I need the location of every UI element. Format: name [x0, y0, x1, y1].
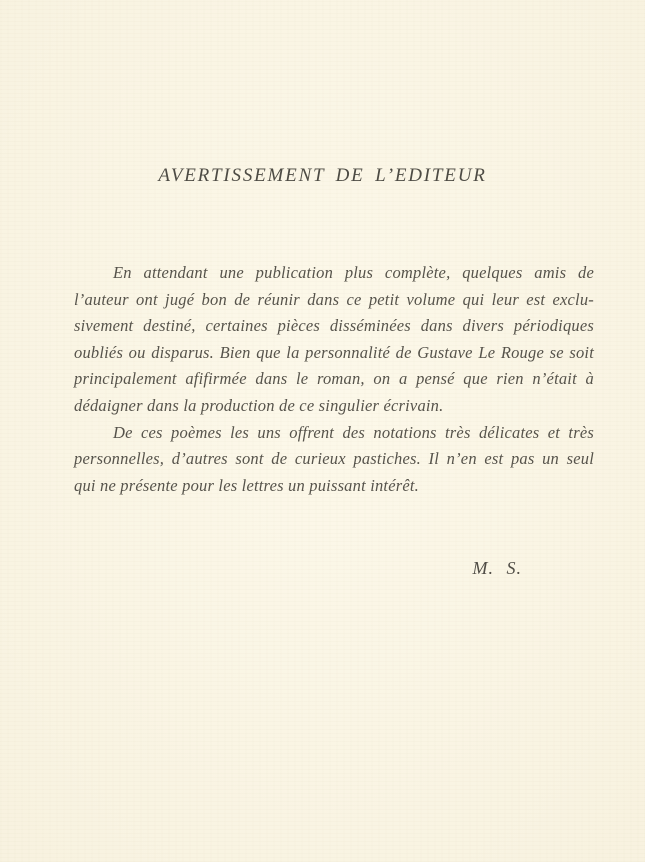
editor-initials: M. S. — [472, 558, 522, 578]
page-title: AVERTISSEMENT DE L’EDITEUR — [158, 165, 487, 186]
text-line: personnelles, d’autres sont de curieux pastiches. Il n’en est pas un seul — [74, 449, 594, 469]
text-line: En attendant une publication plus complète, quelques amis de — [113, 263, 594, 282]
text-line: principalement afifirmée dans le roman, on a pensé que rien n’était à — [74, 369, 594, 389]
text-line: dédaigner dans la production de ce singulier écrivain. — [74, 395, 444, 415]
body-text — [74, 260, 594, 499]
text-line: qui ne présente pour les lettres un puissant intérêt. — [74, 475, 419, 495]
text-line: De ces poèmes les uns offrent des notations très délicates et très — [113, 422, 594, 442]
text-line: sivement destiné, certaines pièces disséminées dans divers périodiques — [74, 316, 594, 336]
text-line: l’auteur ont jugé bon de réunir dans ce petit volume qui leur est exclu- — [74, 289, 594, 309]
text-line: oubliés ou disparus. Bien que la personnalité de Gustave Le Rouge se soit — [74, 342, 594, 362]
paragraph — [74, 420, 594, 500]
paragraph — [74, 260, 594, 420]
